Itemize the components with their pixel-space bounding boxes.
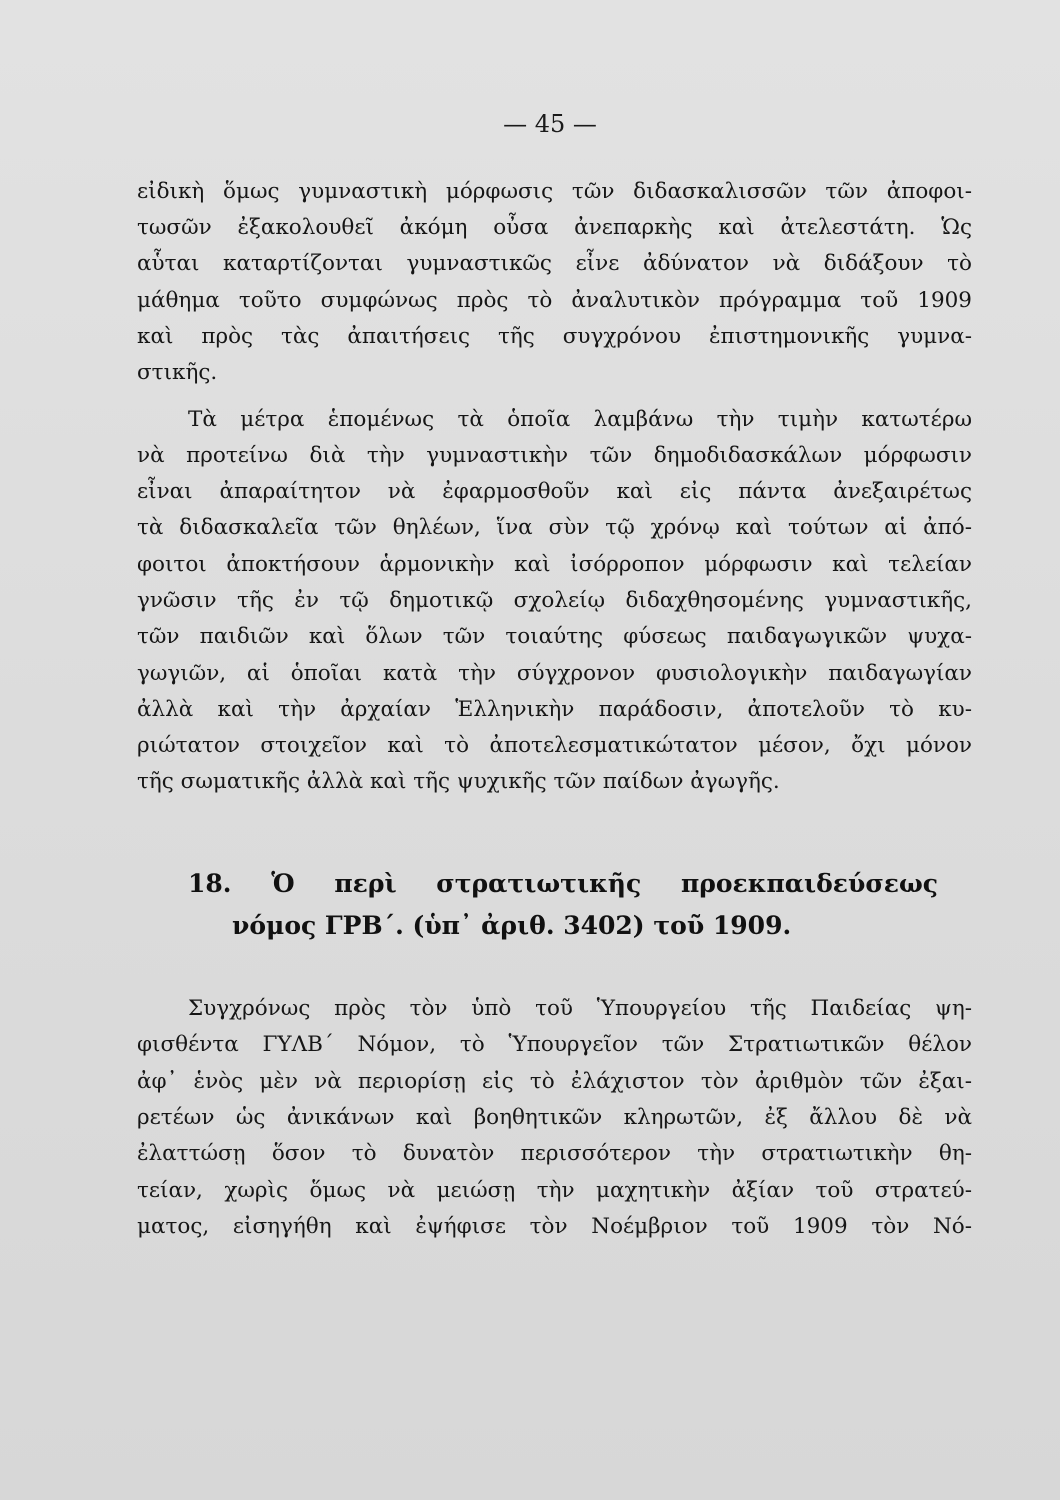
text-line: αὗται καταρτίζονται γυμναστικῶς εἶνε ἀδύνατον νὰ διδάξουν τὸ xyxy=(137,251,972,276)
text-line: ματος, εἰσηγήθη καὶ ἐψήφισε τὸν Νοέμβριον τοῦ 1909 τὸν Νό- xyxy=(137,1214,972,1239)
text-line: ρετέων ὡς ἀνικάνων καὶ βοηθητικῶν κληρωτῶν, ἐξ ἄλλου δὲ νὰ xyxy=(137,1105,972,1130)
text-line: καὶ πρὸς τὰς ἀπαιτήσεις τῆς συγχρόνου ἐπιστημονικῆς γυμνα- xyxy=(137,324,972,349)
text-line: τῶν παιδιῶν καὶ ὅλων τῶν τοιαύτης φύσεως παιδαγωγικῶν ψυχα- xyxy=(137,624,972,649)
text-line: ἀλλὰ καὶ τὴν ἀρχαίαν Ἑλληνικὴν παράδοσιν, ἀποτελοῦν τὸ κυ- xyxy=(137,697,972,722)
section-heading-line-1: 18. Ὁ περὶ στρατιωτικῆς προεκπαιδεύσεως xyxy=(188,869,938,898)
text-line: τὰ διδασκαλεῖα τῶν θηλέων, ἵνα σὺν τῷ χρόνῳ καὶ τούτων αἱ ἀπό- xyxy=(137,515,972,540)
text-line: ριώτατον στοιχεῖον καὶ τὸ ἀποτελεσματικώτατον μέσον, ὄχι μόνον xyxy=(137,733,972,758)
text-line: Τὰ μέτρα ἑπομένως τὰ ὁποῖα λαμβάνω τὴν τιμὴν κατωτέρω xyxy=(188,407,972,432)
text-line: εἶναι ἀπαραίτητον νὰ ἐφαρμοσθοῦν καὶ εἰς πάντα ἀνεξαιρέτως xyxy=(137,479,972,504)
text-line: εἰδικὴ ὅμως γυμναστικὴ μόρφωσις τῶν διδασκαλισσῶν τῶν ἀποφοι- xyxy=(137,179,972,204)
text-line: γνῶσιν τῆς ἐν τῷ δημοτικῷ σχολείῳ διδαχθησομένης γυμναστικῆς, xyxy=(137,588,972,613)
text-line: Συγχρόνως πρὸς τὸν ὑπὸ τοῦ Ὑπουργείου τῆς Παιδείας ψη- xyxy=(188,996,972,1021)
text-line: γωγιῶν, αἱ ὁποῖαι κατὰ τὴν σύγχρονον φυσιολογικὴν παιδαγωγίαν xyxy=(137,661,972,686)
text-line: τείαν, χωρὶς ὅμως νὰ μειώσῃ τὴν μαχητικὴν ἀξίαν τοῦ στρατεύ- xyxy=(137,1178,972,1203)
text-line: ἀφ᾽ ἑνὸς μὲν νὰ περιορίσῃ εἰς τὸ ἐλάχιστον τὸν ἀριθμὸν τῶν ἐξαι- xyxy=(137,1069,972,1094)
text-line: τωσῶν ἐξακολουθεῖ ἀκόμη οὖσα ἀνεπαρκὴς καὶ ἀτελεστάτη. Ὡς xyxy=(137,215,972,240)
text-line: ἐλαττώσῃ ὅσον τὸ δυνατὸν περισσότερον τὴν στρατιωτικὴν θη- xyxy=(137,1141,972,1166)
text-line: στικῆς. xyxy=(137,360,218,385)
page-number: — 45 — xyxy=(503,110,597,138)
text-line: μάθημα τοῦτο συμφώνως πρὸς τὸ ἀναλυτικὸν πρόγραμμα τοῦ 1909 xyxy=(137,288,972,313)
text-line: φισθέντα ΓΥΛΒ΄ Νόμον, τὸ Ὑπουργεῖον τῶν Στρατιωτικῶν θέλον xyxy=(137,1032,972,1057)
text-line: τῆς σωματικῆς ἀλλὰ καὶ τῆς ψυχικῆς τῶν παίδων ἀγωγῆς. xyxy=(137,769,780,794)
section-heading-line-2: νόμος ΓΡΒ΄. (ὑπ᾽ ἀριθ. 3402) τοῦ 1909. xyxy=(232,911,792,940)
text-line: νὰ προτείνω διὰ τὴν γυμναστικὴν τῶν δημοδιδασκάλων μόρφωσιν xyxy=(137,443,972,468)
text-line: φοιτοι ἀποκτήσουν ἁρμονικὴν καὶ ἰσόρροπον μόρφωσιν καὶ τελείαν xyxy=(137,552,972,577)
